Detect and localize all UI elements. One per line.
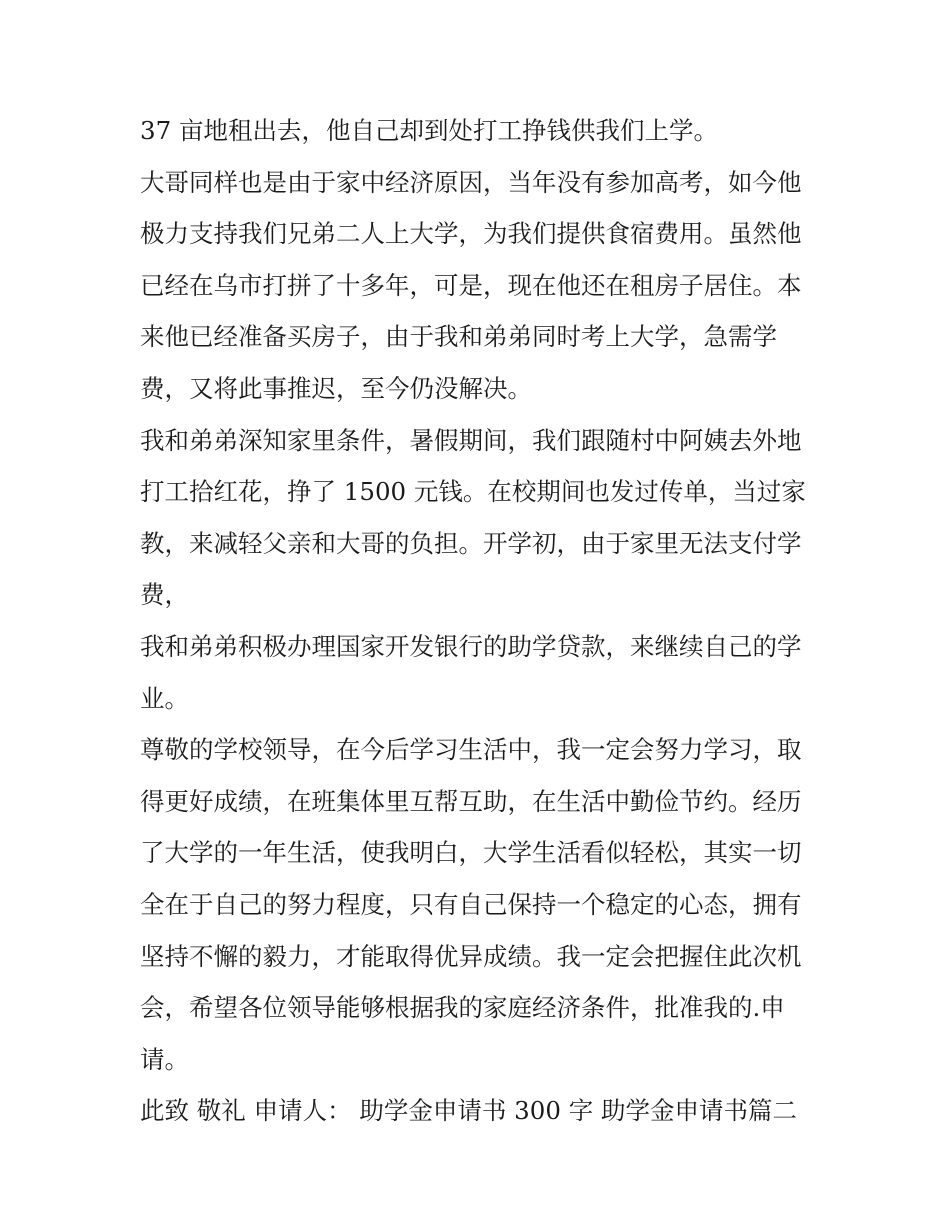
text-line: 37 亩地租出去，他自己却到处打工挣钱供我们上学。 — [140, 116, 718, 145]
text-line: 坚持不懈的毅力，才能取得优异成绩。我一定会把握住此次机 — [140, 941, 802, 971]
text-line: 我和弟弟积极办理国家开发银行的助学贷款，来继续自己的学 — [140, 631, 802, 661]
text-line: 费， — [140, 580, 189, 610]
document-body — [140, 105, 820, 1137]
text-line: 得更好成绩，在班集体里互帮互助，在生活中勤俭节约。经历 — [140, 786, 802, 816]
text-line: 此致 敬礼 申请人： 助学金申请书 300 字 助学金申请书篇二 — [140, 1096, 797, 1126]
text-line: 会，希望各位领导能够根据我的家庭经济条件，批准我的.申 — [140, 993, 785, 1023]
text-line: 大哥同样也是由于家中经济原因，当年没有参加高考，如今他 — [140, 167, 802, 197]
text-line: 尊敬的学校领导，在今后学习生活中，我一定会努力学习，取 — [140, 735, 802, 765]
text-line: 了大学的一年生活，使我明白，大学生活看似轻松，其实一切 — [140, 838, 802, 868]
text-line: 全在于自己的努力程度，只有自己保持一个稳定的心态，拥有 — [140, 889, 802, 919]
text-line: 极力支持我们兄弟二人上大学，为我们提供食宿费用。虽然他 — [140, 219, 802, 249]
text-line: 我和弟弟深知家里条件，暑假期间，我们跟随村中阿姨去外地 — [140, 425, 802, 455]
text-line: 请。 — [140, 1044, 189, 1074]
text-line: 教，来减轻父亲和大哥的负担。开学初，由于家里无法支付学 — [140, 528, 802, 558]
text-line: 来他已经准备买房子，由于我和弟弟同时考上大学，急需学 — [140, 322, 777, 352]
text-line: 业。 — [140, 683, 189, 713]
text-line: 打工拾红花，挣了 1500 元钱。在校期间也发过传单，当过家 — [140, 477, 806, 507]
text-line: 费，又将此事推迟，至今仍没解决。 — [140, 373, 532, 403]
text-line: 已经在乌市打拼了十多年，可是，现在他还在租房子居住。本 — [140, 270, 802, 300]
